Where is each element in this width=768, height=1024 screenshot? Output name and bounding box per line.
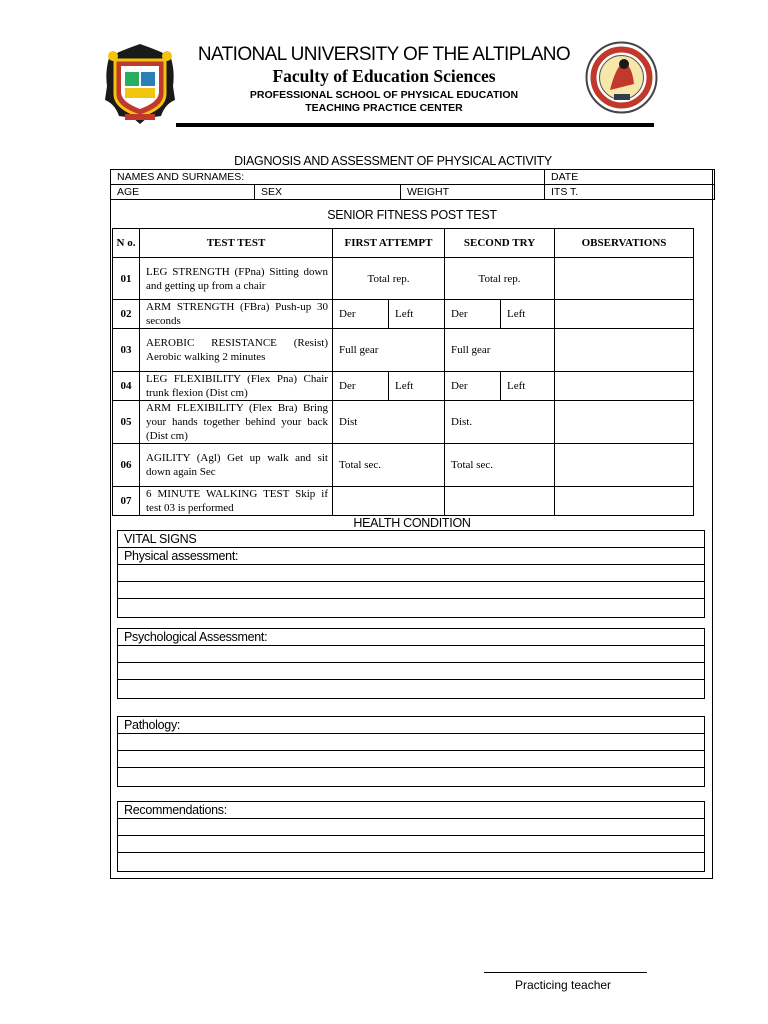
- its-field[interactable]: ITS T.: [545, 185, 715, 200]
- header-first-attempt: FIRST ATTEMPT: [333, 229, 445, 258]
- signature-label: Practicing teacher: [515, 978, 612, 992]
- psychological-assessment-label: Psychological Assessment:: [118, 629, 704, 646]
- fitness-test-table: [112, 228, 694, 516]
- first-left-cell[interactable]: Left: [389, 372, 445, 401]
- row-number: 04: [113, 372, 140, 401]
- names-field[interactable]: NAMES AND SURNAMES:: [111, 170, 545, 185]
- personal-info-table: [110, 169, 715, 200]
- pathology-line[interactable]: [118, 734, 704, 751]
- sex-field[interactable]: SEX: [255, 185, 401, 200]
- recommendations-label: Recommendations:: [118, 802, 704, 819]
- test-name: LEG STRENGTH (FPna) Sitting down and getting up from a chair: [140, 258, 333, 300]
- first-right-cell[interactable]: Der: [333, 300, 389, 329]
- first-attempt-cell[interactable]: Dist: [333, 401, 445, 444]
- table-row: [113, 487, 694, 516]
- first-attempt-cell[interactable]: [333, 487, 445, 516]
- physical-assessment-line[interactable]: [118, 565, 704, 582]
- second-right-cell[interactable]: Der: [445, 300, 501, 329]
- first-attempt-cell[interactable]: Full gear: [333, 329, 445, 372]
- row-number: 06: [113, 444, 140, 487]
- recommendations-line[interactable]: [118, 853, 704, 870]
- test-name: LEG FLEXIBILITY (Flex Pna) Chair trunk flexion (Dist cm): [140, 372, 333, 401]
- second-try-cell[interactable]: [445, 487, 555, 516]
- test-name: AGILITY (Agl) Get up walk and sit down again Sec: [140, 444, 333, 487]
- observations-cell[interactable]: [555, 329, 694, 372]
- second-right-cell[interactable]: Der: [445, 372, 501, 401]
- header-observations: OBSERVATIONS: [555, 229, 694, 258]
- school-title: PROFESSIONAL SCHOOL OF PHYSICAL EDUCATION: [249, 89, 519, 101]
- observations-cell[interactable]: [555, 258, 694, 300]
- pathology-box: [117, 716, 705, 787]
- psychological-assessment-line[interactable]: [118, 646, 704, 663]
- test-name: 6 MINUTE WALKING TEST Skip if test 03 is performed: [140, 487, 333, 516]
- vital-signs-box: [117, 530, 705, 618]
- psychological-assessment-line[interactable]: [118, 680, 704, 697]
- observations-cell[interactable]: [555, 401, 694, 444]
- table-row: [113, 329, 694, 372]
- recommendations-box: [117, 801, 705, 872]
- form-title: DIAGNOSIS AND ASSESSMENT OF PHYSICAL ACTIVITY: [234, 154, 552, 168]
- age-field[interactable]: AGE: [111, 185, 255, 200]
- first-attempt-cell[interactable]: Total sec.: [333, 444, 445, 487]
- first-right-cell[interactable]: Der: [333, 372, 389, 401]
- header-rule: [176, 123, 654, 127]
- table-row: [113, 258, 694, 300]
- physical-assessment-label: Physical assessment:: [118, 548, 704, 565]
- psychological-box: [117, 628, 705, 699]
- header-no: N o.: [113, 229, 140, 258]
- first-left-cell[interactable]: Left: [389, 300, 445, 329]
- table-row: [113, 401, 694, 444]
- test-name: AEROBIC RESISTANCE (Resist) Aerobic walking 2 minutes: [140, 329, 333, 372]
- row-number: 01: [113, 258, 140, 300]
- faculty-title: Faculty of Education Sciences: [272, 66, 496, 86]
- recommendations-line[interactable]: [118, 819, 704, 836]
- weight-field[interactable]: WEIGHT: [401, 185, 545, 200]
- row-number: 03: [113, 329, 140, 372]
- test-name: ARM FLEXIBILITY (Flex Bra) Bring your hands together behind your back (Dist cm): [140, 401, 333, 444]
- header-test: TEST TEST: [140, 229, 333, 258]
- pathology-line[interactable]: [118, 768, 704, 785]
- observations-cell[interactable]: [555, 487, 694, 516]
- observations-cell[interactable]: [555, 444, 694, 487]
- physical-assessment-line[interactable]: [118, 599, 704, 616]
- signature-line[interactable]: [484, 972, 647, 973]
- table-row: [113, 300, 694, 329]
- second-left-cell[interactable]: Left: [501, 300, 555, 329]
- health-condition-title: HEALTH CONDITION: [353, 516, 471, 530]
- pathology-label: Pathology:: [118, 717, 704, 734]
- physical-assessment-line[interactable]: [118, 582, 704, 599]
- pathology-line[interactable]: [118, 751, 704, 768]
- table-row: [113, 444, 694, 487]
- center-title: TEACHING PRACTICE CENTER: [305, 102, 463, 114]
- row-number: 02: [113, 300, 140, 329]
- first-attempt-cell[interactable]: Total rep.: [333, 258, 445, 300]
- second-try-cell[interactable]: Total sec.: [445, 444, 555, 487]
- second-try-cell[interactable]: Full gear: [445, 329, 555, 372]
- observations-cell[interactable]: [555, 372, 694, 401]
- second-left-cell[interactable]: Left: [501, 372, 555, 401]
- psychological-assessment-line[interactable]: [118, 663, 704, 680]
- row-number: 07: [113, 487, 140, 516]
- vital-signs-label: VITAL SIGNS: [118, 531, 704, 548]
- fitness-test-title: SENIOR FITNESS POST TEST: [327, 208, 497, 222]
- header-second-try: SECOND TRY: [445, 229, 555, 258]
- test-name: ARM STRENGTH (FBra) Push-up 30 seconds: [140, 300, 333, 329]
- date-field[interactable]: DATE: [545, 170, 715, 185]
- second-try-cell[interactable]: Dist.: [445, 401, 555, 444]
- table-row: [113, 372, 694, 401]
- university-title: NATIONAL UNIVERSITY OF THE ALTIPLANO: [197, 44, 571, 65]
- recommendations-line[interactable]: [118, 836, 704, 853]
- second-try-cell[interactable]: Total rep.: [445, 258, 555, 300]
- row-number: 05: [113, 401, 140, 444]
- observations-cell[interactable]: [555, 300, 694, 329]
